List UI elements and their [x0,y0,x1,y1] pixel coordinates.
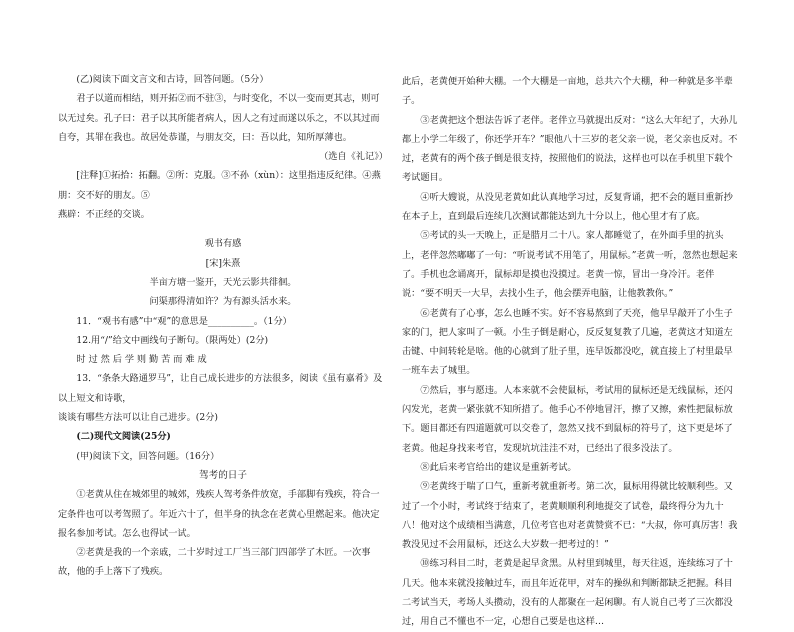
poem-line-2: 问渠那得清如许？为有源头活水来。 [149,296,297,308]
story-paragraph-7: ⑦然后，事与愿违。人本来就不会使鼠标，考试用的鼠标还是无线鼠标，还闪闪发光，老黄一紧张就不知所措了。他手心不停地冒汗，擦了又擦，索性把鼠标放下。题目都还有四道题就可以交卷了，忽然又找不到鼠标的符号了，这下更是坏了老黄。他起身找来考官，发现坑坑洼洼不对，已经出了很多没法了。 [402,384,733,454]
story-paragraph-2: ②老黄是我的一个亲戚，二十岁时过工厂当三部门四部学了木匠。一次事故，他的手上落下了残疾。 [58,547,371,578]
story-paragraph-4: ④听大嫂说，从没见老黄如此认真地学习过，反复背诵，把不会的题目重新抄在本子上，直到最后连续几次测试都能达到九十分以上，他心里才有了底。 [402,191,733,223]
question-13-line-2: 谈谈有哪些方法可以让自己进步。(2分) [58,412,219,424]
notes-line-2: 燕辟：不正经的交谈。 [58,209,150,221]
question-12: 12.用“/”给文中画线句子断句。（限两处）(2分) [76,334,269,346]
section-2-header: (二)现代文阅读(25分) [76,431,171,443]
notes-line-1: [注释]①拓拾：拓翻。②所：克服。③不孙（xùn）：这里指违反纪律。④燕朋：交不好的朋友。⑤ [58,170,381,201]
question-12-sentence: 时 过 然 后 学 则 勤 苦 而 难 成 [76,354,207,366]
section-b-header: (乙)阅读下面文言文和古诗，回答问题。（5分） [76,74,269,85]
story-paragraph-9: ⑨老黄终于喘了口气，重新考就重新考。第二次，鼠标用得就比较顺利些。又过了一个小时，考试终于结束了，老黄顺顺利利地提交了试卷，最终得分为九十八！他对这个成绩相当满意，几位考官也对老黄赞赏不已：“大叔，你可真厉害！我教没见过不会用鼠标，还这么大岁数一把考过的！” [402,481,738,551]
right-column [402,72,740,632]
story-paragraph-6: ⑥老黄有了心事，怎么也睡不实。好不容易熬到了天亮，他早早敲开了小生子家的门，把人家叫了一顿。小生子倒是耐心，反反复复教了几遍，老黄这才知道左击键、中间转轮是啥。他的心就到了肚子里，连早饭都没吃，就直接上了村里最早一班车去了城里。 [402,307,733,377]
question-11: 11．“观书有感”中“观”的意思是__________。（1分） [76,315,292,327]
story-title: 驾考的日子 [199,469,247,481]
classical-text: 君子以道而相结，则开拓②而不驻③，与时变化，不以一变而更其志，则可以无过矣。孔子曰：君子以其所能者病人，因人之有过而遂以乐之，不以其过而自夸，其罪在我也。故居处恭谨，与朋友交，曰：吾以此，知所厚薄也。 [58,93,380,143]
story-paragraph-5: ⑤考试的头一天晚上，正是腊月二十八。家人都睡觉了，在外面手里的抗头上，老伴忽然嘟嘟了一句：“听说考试不用笔了，用鼠标。”老黄一听，忽然也想起来了。手机也念诵离开，鼠标却是摸也没摸过。老黄一惊，冒出一身冷汗。老伴说：“要不明天一大早，去找小生子，他会摆弄电脑，让他教教你。” [402,230,738,300]
question-13-line-1: 13．“条条大路通罗马”，让自己成长进步的方法很多，阅读《虽有嘉肴》及以上短文和诗歌， [58,373,383,404]
classical-source: （选自《礼记》） [319,151,388,163]
story-paragraph-2-cont: 此后，老黄便开始种大棚。一个大棚是一亩地，总共六个大棚，种一种就是多半辈子。 [402,76,733,107]
poem-line-1: 半亩方塘一鉴开，天光云影共徘徊。 [149,276,297,288]
story-paragraph-10: ⑩练习科目二时，老黄是起早贪黑。从村里到城里，每天往返，连续练习了十几天。他本来就没接触过车，而且年近花甲，对车的操纵和判断都缺乏把握。科目二考试当天，考场人头攒动，没有的人都聚在一起闲聊。有人说自己考了三次都没过，用自己不懂也不一定，心想自己要是也这样… [402,558,733,628]
story-paragraph-3: ③老黄把这个想法告诉了老伴。老伴立马就提出反对：“这么大年纪了，大孙儿都上小学二年级了，你还学开车？”眼他八十三岁的老父亲一说，老父亲也反对。不过，老黄有的两个孩子倒是很支持，按照他们的说法，这样也可以在手机里下载个考试题目。 [402,114,738,184]
poem-author: [宋]朱熹 [205,257,241,269]
poem-title: 观书有感 [204,238,242,250]
story-paragraph-8: ⑧此后来考官给出的建议是重新考试。 [420,461,577,473]
section-2-subheader: (甲)阅读下文，回答问题。（16分） [76,450,220,462]
story-paragraph-1: ①老黄从住在城郊里的城郊，残疾人驾考条件放宽，手部脚有残疾，符合一定条件也可以考驾照了。年近六十了，但半身的执念在老黄心里燃起来。他决定报名参加考试。怎么也得试一试。 [58,489,380,539]
left-column [58,70,388,582]
